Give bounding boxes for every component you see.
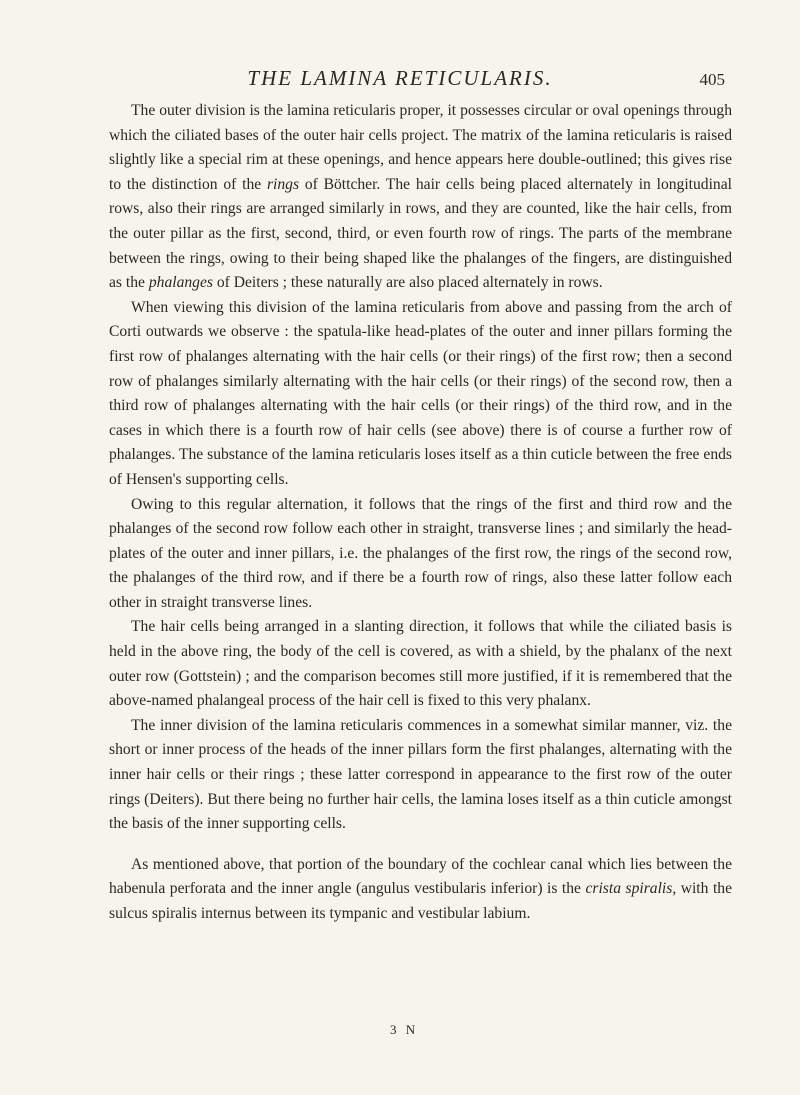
italic-term: rings [266, 175, 300, 193]
paragraph [109, 296, 732, 493]
text-run: of Deiters ; these naturally are also placed alternately in rows. [212, 274, 603, 292]
running-title: THE LAMINA RETICULARIS. [247, 66, 553, 90]
running-head [0, 66, 800, 96]
paragraph [109, 615, 732, 713]
text-run: When viewing this division of the lamina reticularis from above and passing from the arch of Corti outwards we observe : the spatula-like head-plates of the outer and inner pillars forming the first row of phalanges alternating with the hair cells (or their rings) of the first row; then a second row of phalanges similarly alternating with the hair cells (or their rings) of the second row, then a third row of phalanges alternating with the hair cells (or their rings) of the third row, and in the cases in which there is a fourth row of hair cells (see above) there is of course a further row of phalanges. The substance of the lamina reticularis loses itself as a thin cuticle between the free ends of Hensen's supporting cells. [109, 298, 732, 488]
text-run: The outer division is the lamina reticularis proper, it possesses circular or oval openings through which the ciliated bases of the outer hair cells project. The matrix of the lamina reticularis is raised slightly like a special rim at these openings, and hence appears here double-outlined; this gives rise to the distinction of the [109, 102, 732, 193]
body-text [109, 99, 732, 927]
text-run: of Böttcher. The hair cells being placed alternately in longitudinal rows, also their rings are arranged similarly in rows, and they are counted, like the hair cells, from the outer pillar as the first, second, third, or even fourth row of rings. The parts of the membrane between the rings, owing to their being shaped like the phalanges of the fingers, are distinguished as the [109, 175, 732, 292]
signature-mark: 3 N [390, 1022, 419, 1037]
italic-term: crista spiralis [585, 880, 673, 898]
text-run: The hair cells being arranged in a slanting direction, it follows that while the ciliated basis is held in the above ring, the body of the cell is covered, as with a shield, by the phalanx of the next outer row (Gottstein) ; and the comparison becomes still more justified, if it is remembered that the above-named phalangeal process of the hair cell is fixed to this very phalanx. [109, 618, 732, 710]
paragraph [109, 853, 732, 927]
text-run: , with the sulcus spiralis internus between its tympanic and vestibular labium. [109, 880, 732, 922]
italic-term: phalanges [148, 274, 213, 292]
paragraph [109, 714, 732, 837]
paragraph [109, 493, 732, 616]
text-run: The inner division of the lamina reticularis commences in a somewhat similar manner, viz. the short or inner process of the heads of the inner pillars form the first phalanges, alternating with the inner hair cells or their rings ; these latter correspond in appearance to the first row of the outer rings (Deiters). But there being no further hair cells, the lamina loses itself as a thin cuticle amongst the basis of the inner supporting cells. [109, 716, 732, 833]
text-run: Owing to this regular alternation, it follows that the rings of the first and third row and the phalanges of the second row follow each other in straight, transverse lines ; and similarly the head-plates of the outer and inner pillars, i.e. the phalanges of the first row, the rings of the second row, the phalanges of the third row, and if there be a fourth row of rings, also these latter follow each other in straight transverse lines. [109, 495, 732, 611]
page-number: 405 [699, 70, 725, 89]
paragraph [109, 99, 732, 296]
text-run: As mentioned above, that portion of the boundary of the cochlear canal which lies between the habenula perforata and the inner angle (angulus vestibularis inferior) is the [109, 855, 732, 898]
